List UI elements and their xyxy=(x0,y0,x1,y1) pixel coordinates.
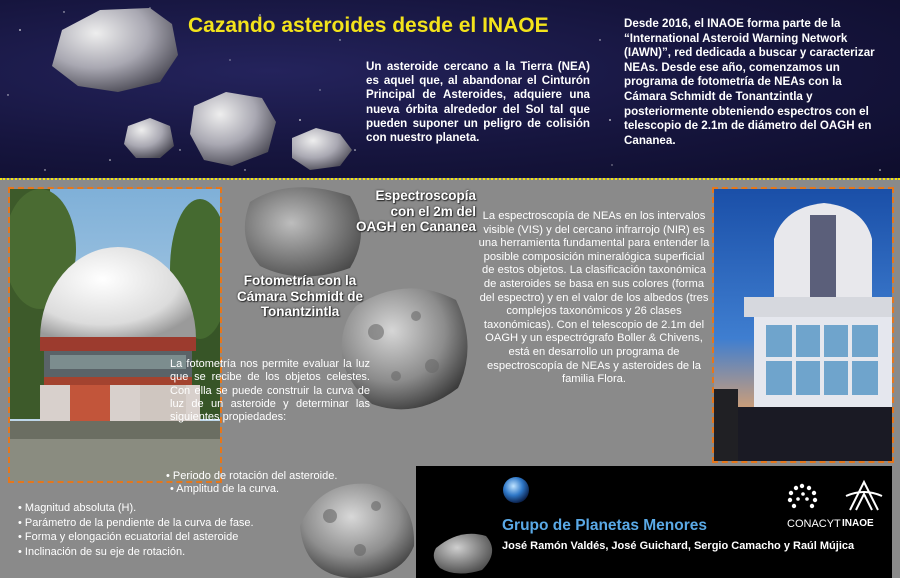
nea-definition: Un asteroide cercano a la Tierra (NEA) es aquel que, al abandonar el Cinturón Principal de Asteroides, adquiere una nueva órbita alrededor del Sol tal que pueden suponer un peligro de colisión con nuestro planeta. xyxy=(366,60,590,145)
conacyt-logo-text: CONACYT xyxy=(787,518,841,530)
inaoe-logo-text: INAOE xyxy=(842,518,874,529)
schmidt-dome-photo xyxy=(8,187,222,483)
asteroid-icon xyxy=(434,534,492,574)
earth-icon xyxy=(503,477,529,503)
list-item: • Periodo de rotación del asteroide. xyxy=(166,470,338,482)
page-title: Cazando asteroides desde el INAOE xyxy=(188,14,549,37)
asteroid-image-top xyxy=(240,182,370,282)
property-list-b xyxy=(18,501,254,559)
list-item: • Inclinación de su eje de rotación. xyxy=(18,545,186,558)
list-item: • Forma y elongación ecuatorial del asteroide xyxy=(18,531,239,543)
photometry-heading: Fotometría con la Cámara Schmidt de Tonantzintla xyxy=(236,273,364,319)
photometry-text xyxy=(170,358,370,424)
spectroscopy-text: La espectroscopía de NEAs en los intervalos visible (VIS) y del cercano infrarrojo (NIR) es una herramienta fundamental para entender la posible composición mineralógica superficial de estos objetos. La clasificación taxonómica de asteroides se basa en sus colores (forma del espectro) y en el valor de los albedos (tres complejos taxonómicos y 26 clases taxonómicas). Con el telescopio de 2.1m del OAGH y un espectrógrafo Boller & Chivens, está en desarrollo un programa de espectroscopía de NEAs y asteroides de la familia Flora. xyxy=(478,210,710,386)
inaoe-logo-icon xyxy=(846,482,882,510)
list-item: • Amplitud de la curva. xyxy=(170,483,280,496)
oagh-observatory-photo xyxy=(712,187,894,463)
list-item: • Magnitud absoluta (H). xyxy=(18,502,137,514)
dotted-divider xyxy=(0,178,900,180)
iawn-paragraph: Desde 2016, el INAOE forma parte de la “International Asteroid Warning Network (IAWN)”, red dedicada a buscar y caracterizar NEAs. Desde ese año, comenzamos un programa de fotometría de NEAs con la Cámara Schmidt de Tonantzintla y posteriormente obteniendo espectros con el telescopio de 2.1m de diámetro del OAGH en Cananea. xyxy=(624,17,875,147)
group-name: Grupo de Planetas Menores xyxy=(502,517,707,534)
spectroscopy-heading: Espectroscopía con el 2m del OAGH en Cananea xyxy=(355,188,476,234)
photometry-intro: La fotometría nos permite evaluar la luz que se recibe de los objetos celestes. Con ella se puede construir la curva de luz de un asteroide y determinar las siguientes propiedades: xyxy=(170,358,370,424)
conacyt-logo-icon xyxy=(788,484,817,508)
property-list-a xyxy=(166,470,337,496)
group-members: José Ramón Valdés, José Guichard, Sergio Camacho y Raúl Mújica xyxy=(502,540,855,552)
list-item: • Parámetro de la pendiente de la curva de fase. xyxy=(18,516,254,529)
